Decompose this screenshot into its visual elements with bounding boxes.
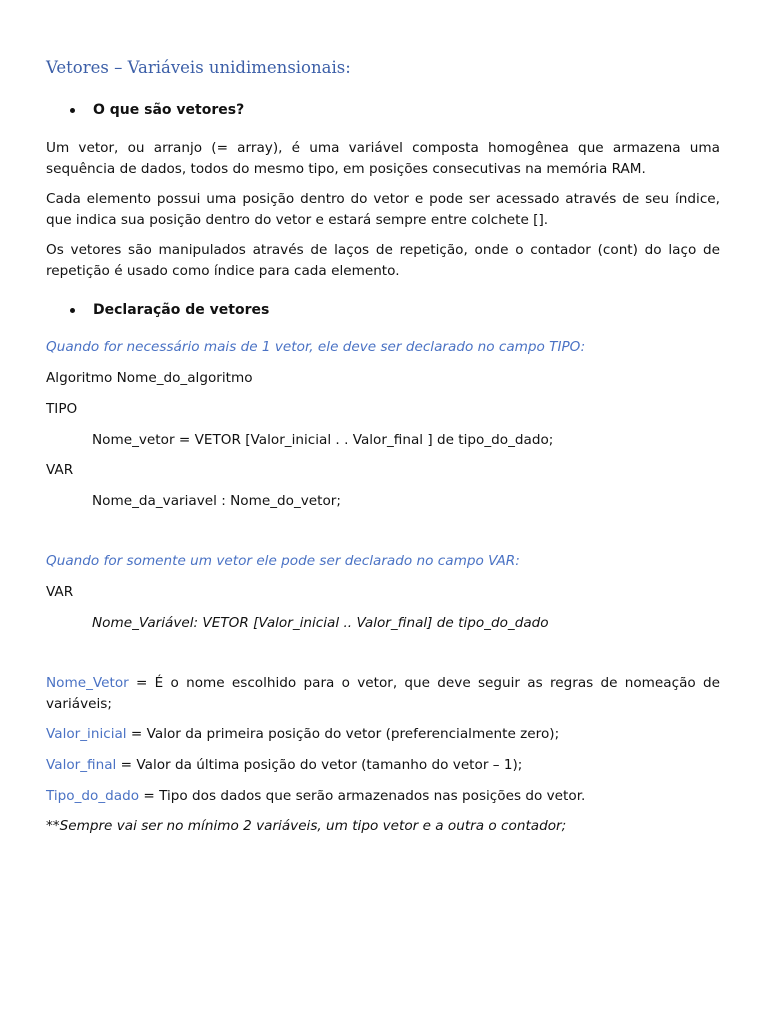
code-tipo-keyword: TIPO xyxy=(46,401,78,417)
definition-text: = Valor da primeira posição do vetor (preferencialmente zero); xyxy=(126,726,560,742)
definition-term: Nome_Vetor xyxy=(46,675,129,691)
definition-text: = Valor da última posição do vetor (tamanho do vetor – 1); xyxy=(116,757,523,773)
definition-nome-vetor xyxy=(46,673,720,715)
section-heading-label: O que são vetores? xyxy=(93,102,245,118)
bullet-icon xyxy=(70,308,75,313)
code-var-vector-declaration: Nome_Variável: VETOR [Valor_inicial .. Valor_final] de tipo_do_dado xyxy=(92,615,549,631)
note-tipo: Quando for necessário mais de 1 vetor, ele deve ser declarado no campo TIPO: xyxy=(46,339,586,355)
definition-tipo-do-dado xyxy=(46,786,585,807)
code-var-declaration: Nome_da_variavel : Nome_do_vetor; xyxy=(92,493,341,509)
bullet-icon xyxy=(70,108,75,113)
code-var-keyword-2: VAR xyxy=(46,584,74,600)
definition-term: Tipo_do_dado xyxy=(46,788,140,804)
paragraph-definition: Um vetor, ou arranjo (= array), é uma variável composta homogênea que armazena uma sequência de dados, todos do mesmo tipo, em posições consecutivas na memória RAM. xyxy=(46,140,720,177)
note-var: Quando for somente um vetor ele pode ser declarado no campo VAR: xyxy=(46,553,520,569)
definition-text: = É o nome escolhido para o vetor, que deve seguir as regras de nomeação de variáveis; xyxy=(46,675,720,712)
footnote: **Sempre vai ser no mínimo 2 variáveis, um tipo vetor e a outra o contador; xyxy=(46,818,567,834)
paragraph-index: Cada elemento possui uma posição dentro do vetor e pode ser acessado através de seu índice, que indica sua posição dentro do vetor e estará sempre entre colchete []. xyxy=(46,191,720,228)
code-tipo-declaration: Nome_vetor = VETOR [Valor_inicial . . Valor_final ] de tipo_do_dado; xyxy=(92,432,554,448)
definition-text: = Tipo dos dados que serão armazenados nas posições do vetor. xyxy=(139,788,586,804)
definition-valor-final xyxy=(46,755,522,776)
code-algoritmo: Algoritmo Nome_do_algoritmo xyxy=(46,370,253,386)
page-title: Vetores – Variáveis unidimensionais: xyxy=(46,58,351,77)
definition-valor-inicial xyxy=(46,724,559,745)
code-var-keyword: VAR xyxy=(46,462,74,478)
section-heading-label: Declaração de vetores xyxy=(93,302,270,318)
definition-term: Valor_inicial xyxy=(46,726,127,742)
definition-term: Valor_final xyxy=(46,757,117,773)
paragraph-loops: Os vetores são manipulados através de laços de repetição, onde o contador (cont) do laço de repetição é usado como índice para cada elemento. xyxy=(46,242,720,279)
